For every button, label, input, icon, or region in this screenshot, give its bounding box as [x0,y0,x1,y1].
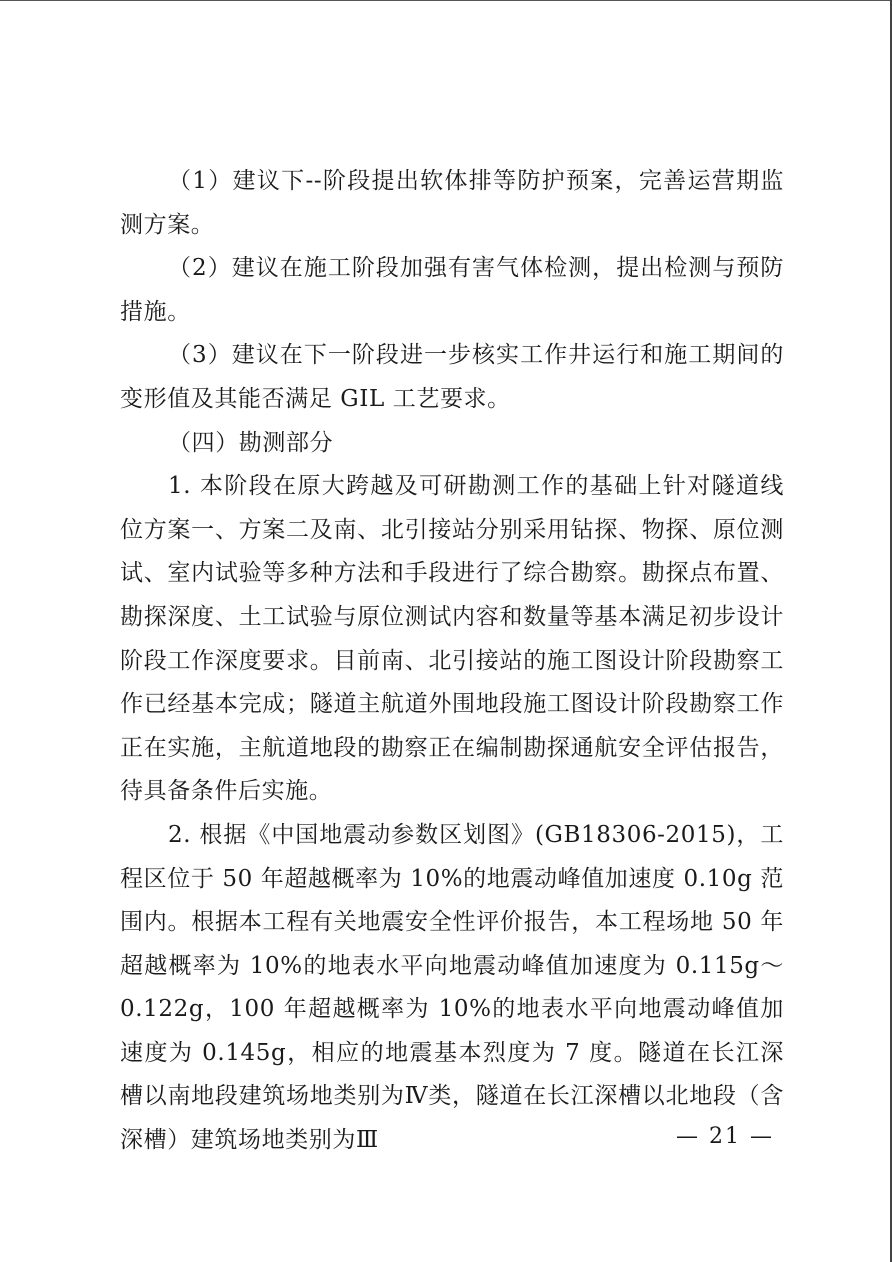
paragraph-survey-1: 1. 本阶段在原大跨越及可研勘测工作的基础上针对隧道线位方案一、方案二及南、北引接站分别采用钻探、物探、原位测试、室内试验等多种方法和手段进行了综合勘察。勘探点布置、勘探深度、土工试验与原位测试内容和数量等基本满足初步设计阶段工作深度要求。目前南、北引接站的施工图设计阶段勘察工作已经基本完成；隧道主航道外围地段施工图设计阶段勘察工作正在实施，主航道地段的勘察正在编制勘探通航安全评估报告，待具备条件后实施。 [120,473,784,805]
page-number: — 21 — [676,1124,774,1149]
paragraph-suggestion-2: （2）建议在施工阶段加强有害气体检测，提出检测与预防措施。 [120,255,784,325]
document-body [120,160,784,1163]
page-edge-top [0,0,892,1]
section-heading-survey: （四）勘测部分 [168,429,334,456]
paragraph-suggestion-3: （3）建议在下一阶段进一步核实工作井运行和施工期间的变形值及其能否满足 GIL 工艺要求。 [120,342,784,412]
paragraph-survey-2: 2. 根据《中国地震动参数区划图》(GB18306-2015)，工程区位于 50 年超越概率为 10%的地震动峰值加速度 0.10g 范围内。根据本工程有关地震安全性评价报告，本工程场地 50 年超越概率为 10%的地表水平向地震动峰值加速度为 0.115g～0.122g，100 年超越概率为 10%的地表水平向地震动峰值加速度为 0.145g，相应的地震基本烈度为 7 度。隧道在长江深槽以南地段建筑场地类别为Ⅳ类，隧道在长江深槽以北地段（含深槽）建筑场地类别为Ⅲ [120,821,784,1154]
paragraph-suggestion-1: （1）建议下--阶段提出软体排等防护预案，完善运营期监测方案。 [120,168,784,238]
